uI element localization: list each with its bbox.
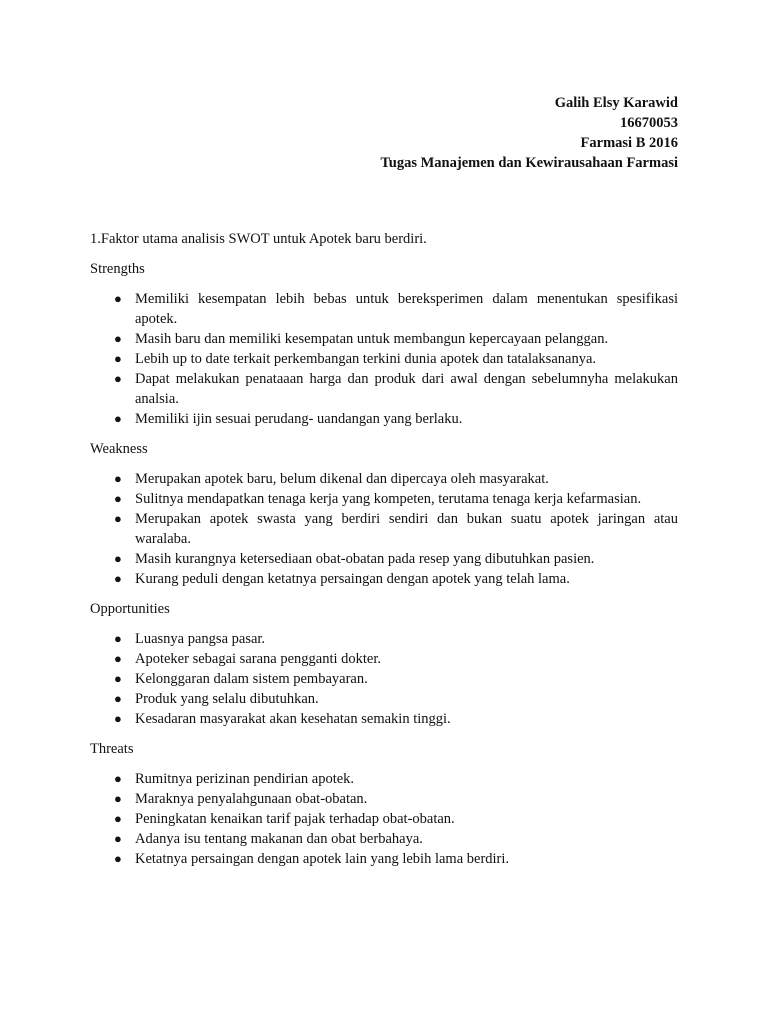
- class-name: Farmasi B 2016: [580, 135, 678, 151]
- bullet-icon: ●: [114, 371, 122, 386]
- bullet-icon: ●: [114, 351, 122, 366]
- list-item: ● Peningkatan kenaikan tarif pajak terhadap obat-obatan.: [114, 811, 455, 827]
- threats-list: [90, 769, 678, 869]
- bullet-icon: ●: [114, 771, 122, 786]
- bullet-icon: ●: [114, 811, 122, 826]
- list-item: ● Dapat melakukan penataaan harga dan produk dari awal dengan sebelumnyha melakukan analsia.: [114, 371, 678, 407]
- bullet-icon: ●: [114, 711, 122, 726]
- list-item: ● Memiliki kesempatan lebih bebas untuk bereksperimen dalam menentukan spesifikasi apotek.: [114, 291, 678, 327]
- list-item: ● Luasnya pangsa pasar.: [114, 631, 266, 647]
- list-item: ● Kelonggaran dalam sistem pembayaran.: [114, 671, 368, 687]
- bullet-icon: ●: [114, 291, 122, 306]
- section-title-opportunities: Opportunities: [90, 601, 170, 617]
- bullet-icon: ●: [114, 331, 122, 346]
- bullet-icon: ●: [114, 691, 122, 706]
- section-title-weakness: Weakness: [90, 441, 148, 457]
- bullet-icon: ●: [114, 831, 122, 846]
- section-title-strengths: Strengths: [90, 261, 145, 277]
- course-title: Tugas Manajemen dan Kewirausahaan Farmasi: [380, 155, 678, 171]
- bullet-icon: ●: [114, 551, 122, 566]
- list-item: ● Adanya isu tentang makanan dan obat berbahaya.: [114, 831, 423, 847]
- list-item: ● Maraknya penyalahgunaan obat-obatan.: [114, 791, 368, 807]
- list-item: ● Kesadaran masyarakat akan kesehatan semakin tinggi.: [114, 711, 451, 727]
- bullet-icon: ●: [114, 671, 122, 686]
- list-item: ● Apoteker sebagai sarana pengganti dokter.: [114, 651, 382, 667]
- bullet-icon: ●: [114, 511, 122, 526]
- list-item: ● Merupakan apotek swasta yang berdiri sendiri dan bukan suatu apotek jaringan atau waralaba.: [114, 511, 678, 547]
- bullet-icon: ●: [114, 491, 122, 506]
- student-id: 16670053: [620, 115, 678, 131]
- list-item: ● Masih baru dan memiliki kesempatan untuk membangun kepercayaan pelanggan.: [114, 331, 609, 347]
- bullet-icon: ●: [114, 631, 122, 646]
- list-item: ● Kurang peduli dengan ketatnya persaingan dengan apotek yang telah lama.: [114, 571, 570, 587]
- bullet-icon: ●: [114, 571, 122, 586]
- section-title-threats: Threats: [90, 741, 134, 757]
- author-header: [380, 93, 678, 173]
- list-item: ● Ketatnya persaingan dengan apotek lain yang lebih lama berdiri.: [114, 851, 510, 867]
- weakness-list: [90, 469, 678, 589]
- document-body: [90, 229, 678, 879]
- list-item: ● Lebih up to date terkait perkembangan terkini dunia apotek dan tatalaksananya.: [114, 351, 597, 367]
- bullet-icon: ●: [114, 651, 122, 666]
- list-item: ● Merupakan apotek baru, belum dikenal dan dipercaya oleh masyarakat.: [114, 471, 549, 487]
- list-item: ● Sulitnya mendapatkan tenaga kerja yang kompeten, terutama tenaga kerja kefarmasian.: [114, 491, 642, 507]
- opportunities-list: [90, 629, 678, 729]
- list-item: ● Produk yang selalu dibutuhkan.: [114, 691, 319, 707]
- author-name: Galih Elsy Karawid: [554, 95, 678, 111]
- list-item: ● Masih kurangnya ketersediaan obat-obatan pada resep yang dibutuhkan pasien.: [114, 551, 595, 567]
- strengths-list: [90, 289, 678, 429]
- bullet-icon: ●: [114, 851, 122, 866]
- bullet-icon: ●: [114, 471, 122, 486]
- list-item: ● Memiliki ijin sesuai perudang- uandangan yang berlaku.: [114, 411, 463, 427]
- bullet-icon: ●: [114, 411, 122, 426]
- bullet-icon: ●: [114, 791, 122, 806]
- question-text: 1.Faktor utama analisis SWOT untuk Apotek baru berdiri.: [90, 231, 427, 247]
- list-item: ● Rumitnya perizinan pendirian apotek.: [114, 771, 355, 787]
